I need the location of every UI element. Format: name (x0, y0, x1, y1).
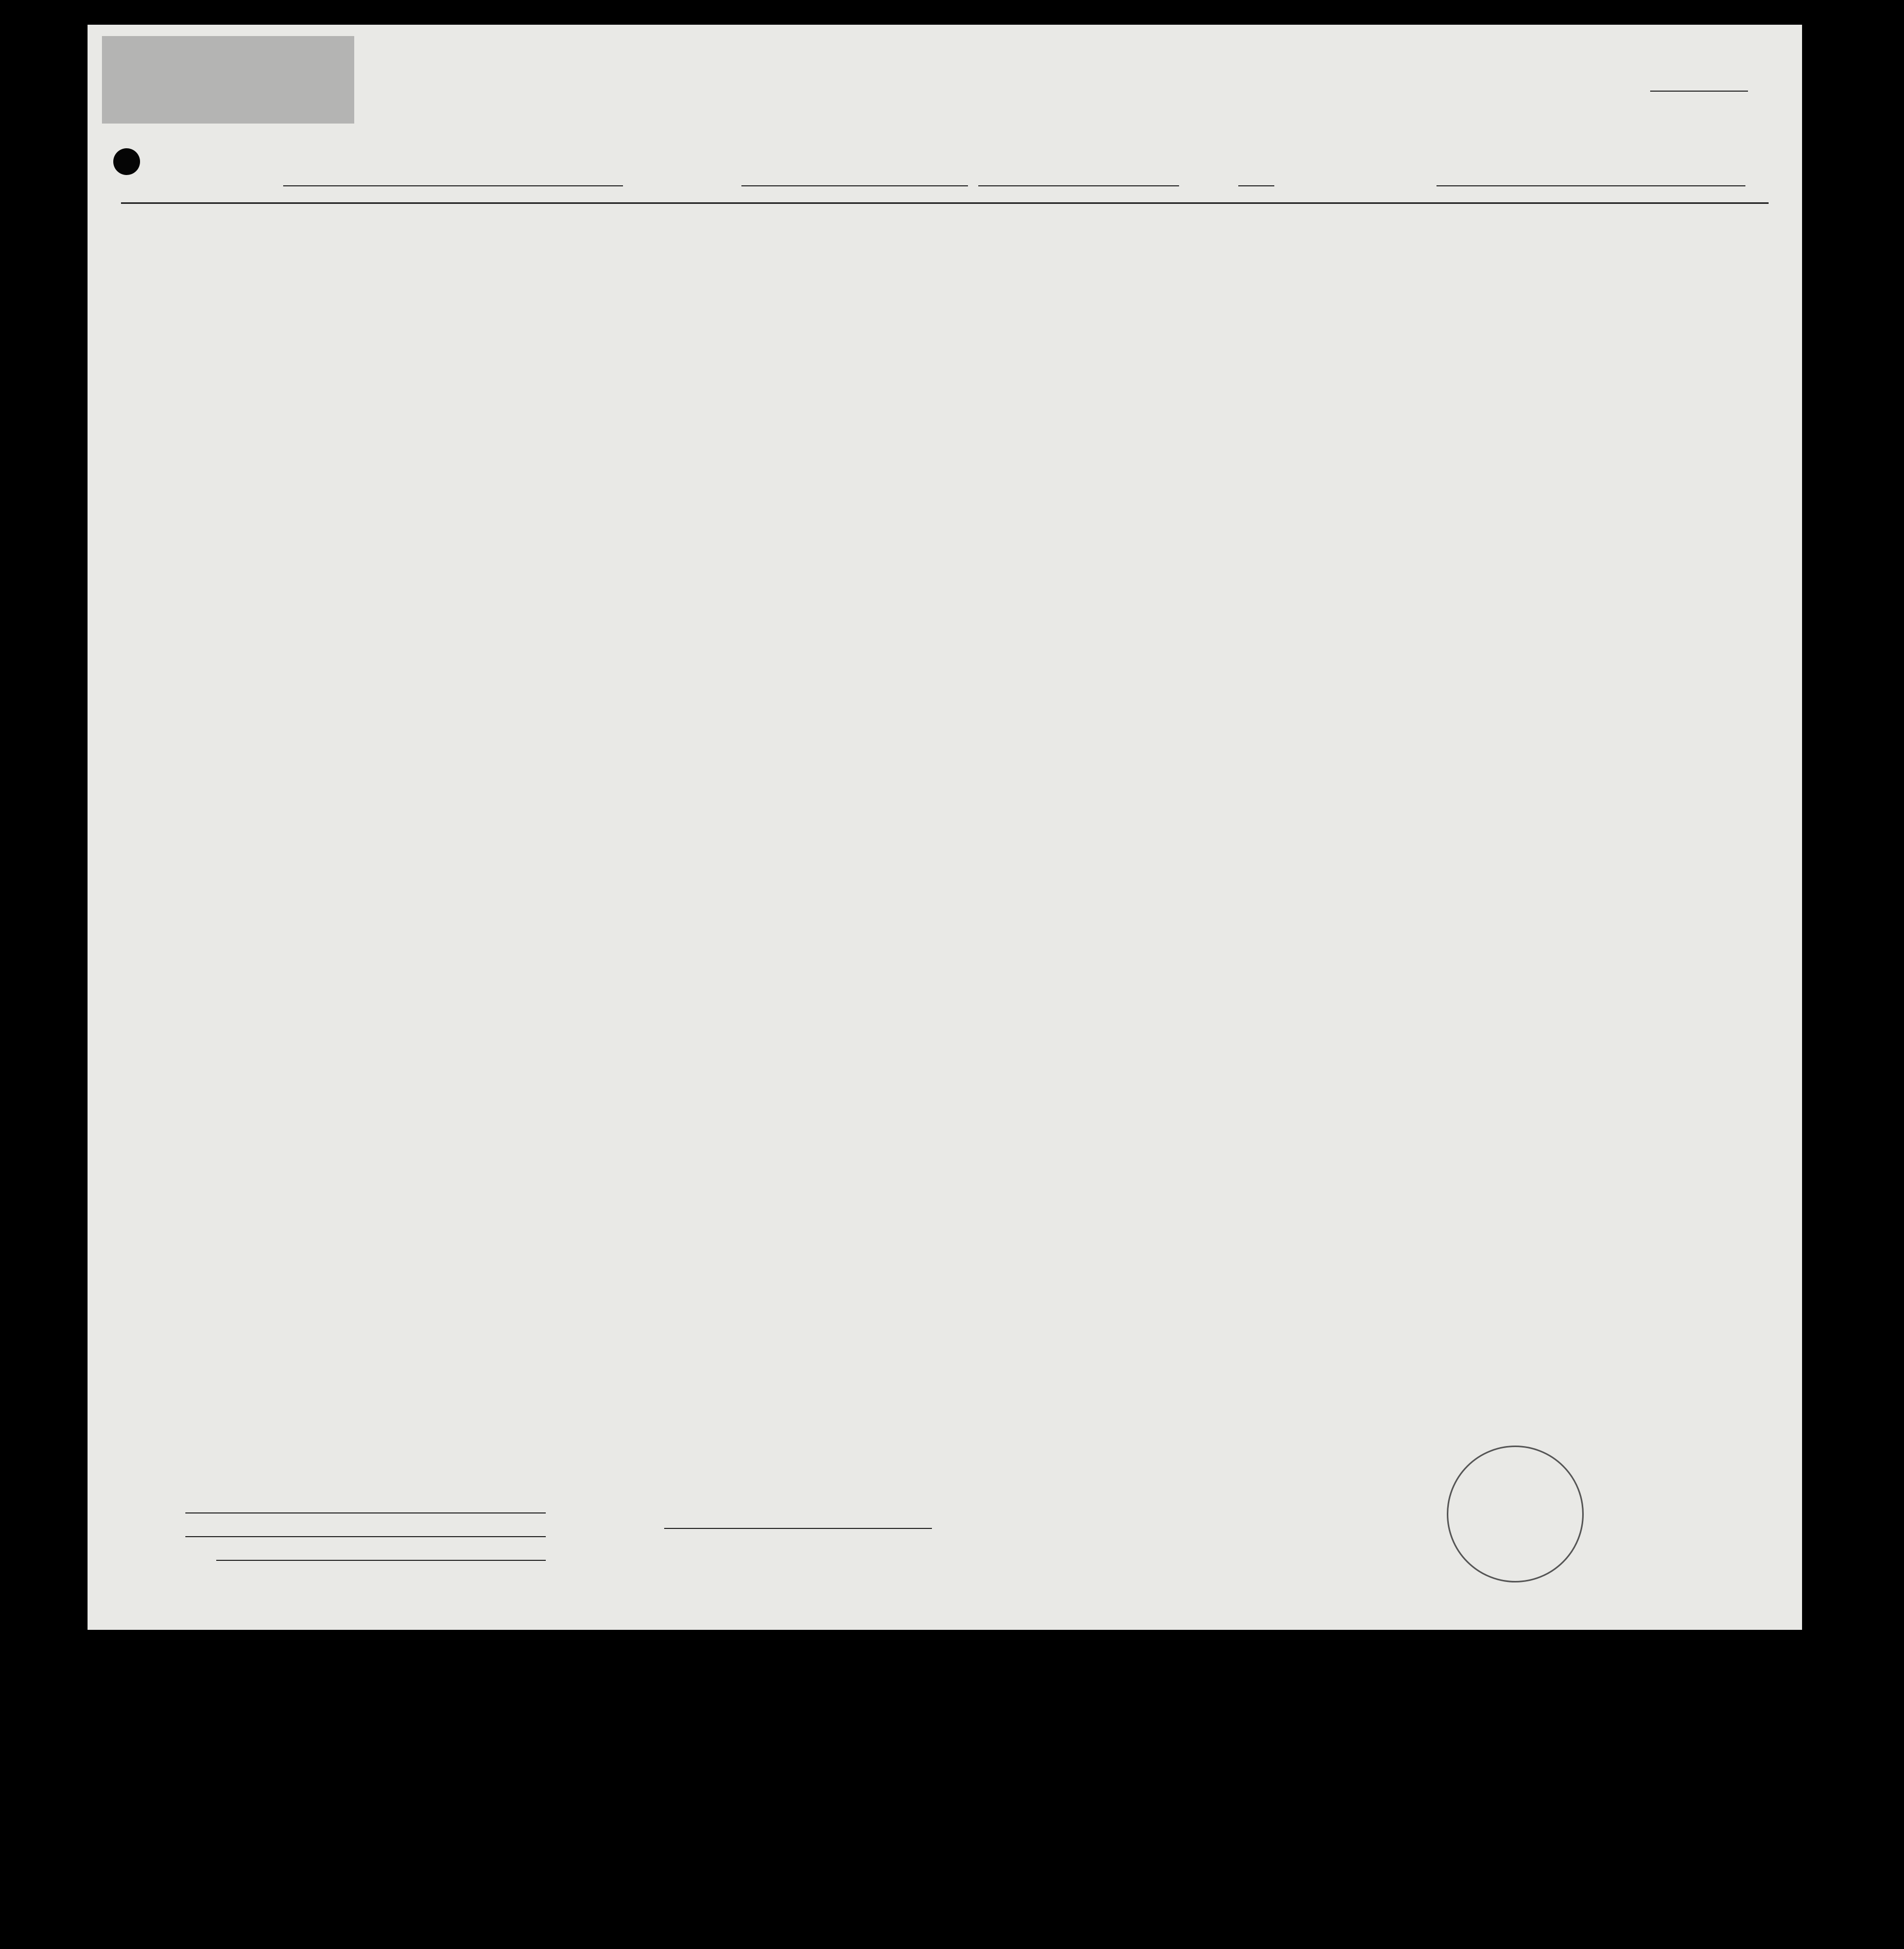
official-seal (1447, 1446, 1584, 1582)
punch-hole (113, 148, 140, 175)
sheet-number (1594, 69, 1598, 92)
printer-stamp-box (102, 36, 354, 124)
crew-table (121, 202, 1769, 1495)
vessel-info-row (221, 153, 1787, 195)
manifest-sheet (88, 25, 1802, 1630)
